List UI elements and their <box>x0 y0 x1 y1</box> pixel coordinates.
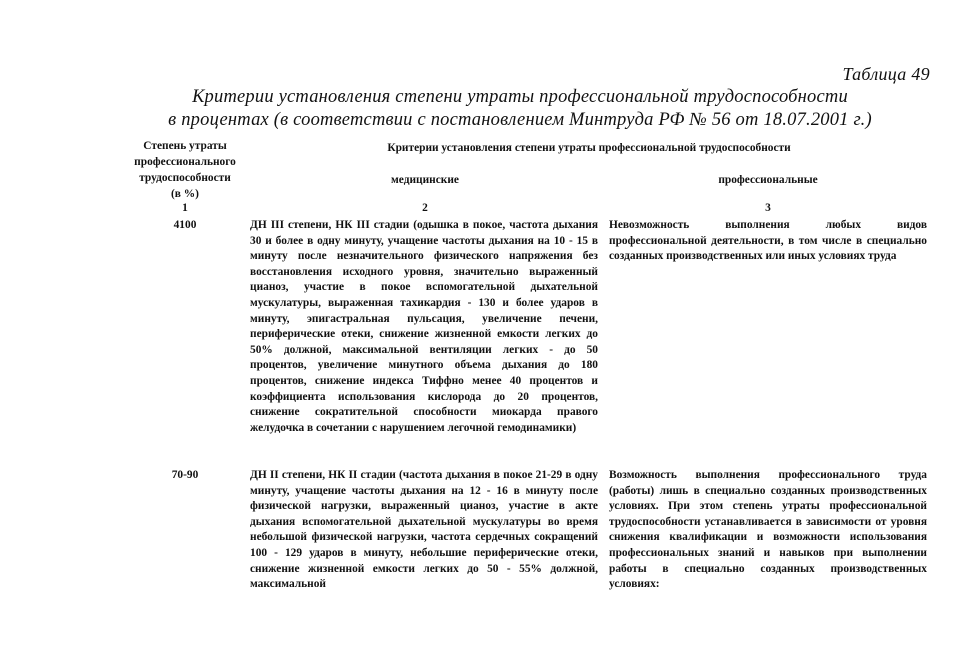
header-degree-line: трудоспособности <box>139 172 231 184</box>
row-2-degree: 70-90 <box>171 469 199 481</box>
header-degree-line: Степень утраты <box>143 140 227 152</box>
header-criteria: Критерии установления степени утраты профессиональной трудоспособности <box>387 142 791 154</box>
row-1-professional-criteria: Невозможность выполнения любых видов профессиональной деятельности, в том числе в специально созданных производственных или иных условиях труда <box>609 219 927 263</box>
table-title-line: в процентах (в соответствии с постановлением Минтруда РФ № 56 от 18.07.2001 г.) <box>168 110 872 130</box>
header-degree-line: (в %) <box>171 188 199 200</box>
header-degree-line: профессионального <box>134 156 236 168</box>
row-2-medical-criteria: ДН II степени, НК II стадии (частота дыхания в покое 21-29 в одну минуту, учащение частоты дыхания на 12 - 16 в минуту после физической нагрузки, выраженный цианоз, участие в акте дыхания вспомогательной дыхательной мускулатуры во время небольшой физической нагрузки, частота сердечных сокращений 100 - 129 ударов в минуту, небольшие периферические отеки, снижение жизненной емкости легких до 50 - 55% должной, максимальной <box>250 469 598 591</box>
column-number-3: 3 <box>765 202 771 214</box>
column-number-1: 1 <box>182 202 188 214</box>
row-1-degree: 4100 <box>173 219 197 231</box>
table-title-line: Критерии установления степени утраты профессиональной трудоспособности <box>192 87 848 107</box>
row-1-medical-criteria: ДН III степени, НК III стадии (одышка в покое, частота дыхания 30 и более в одну минуту, учащение частоты дыхания на 10 - 15 в минуту после незначительного физического напряжения без восстановления исходного уровня, значительно выраженный цианоз, участие в покое вспомогательной дыхательной мускулатуры, выраженная тахикардия - 130 и более ударов в минуту, эпигастральная пульсация, увеличение печени, периферические отеки, снижение жизненной емкости легких до 50% должной, максимальной вентиляции легких - до 50 процентов, увеличение минутного объема дыхания до 180 процентов, снижение индекса Тиффно менее 40 процентов и коэффициента использования кислорода до 20 процентов, снижение сократительной способности миокарда правого желудочка в сочетании с нарушением легочной гемодинамики) <box>250 219 598 434</box>
row-2-professional-criteria: Возможность выполнения профессионального труда (работы) лишь в специально созданных производственных условиях. При этом степень утраты профессиональной трудоспособности устанавливается в зависимости от уровня снижения квалификации и возможности использования профессиональных знаний и навыков при выполнении работы в специально созданных производственных условиях: <box>609 469 927 591</box>
table-number: Таблица 49 <box>842 64 930 84</box>
table-title <box>120 86 920 132</box>
column-number-2: 2 <box>422 202 428 214</box>
header-professional: профессиональные <box>718 174 818 186</box>
header-degree <box>125 138 245 202</box>
header-medical: медицинские <box>391 174 459 186</box>
